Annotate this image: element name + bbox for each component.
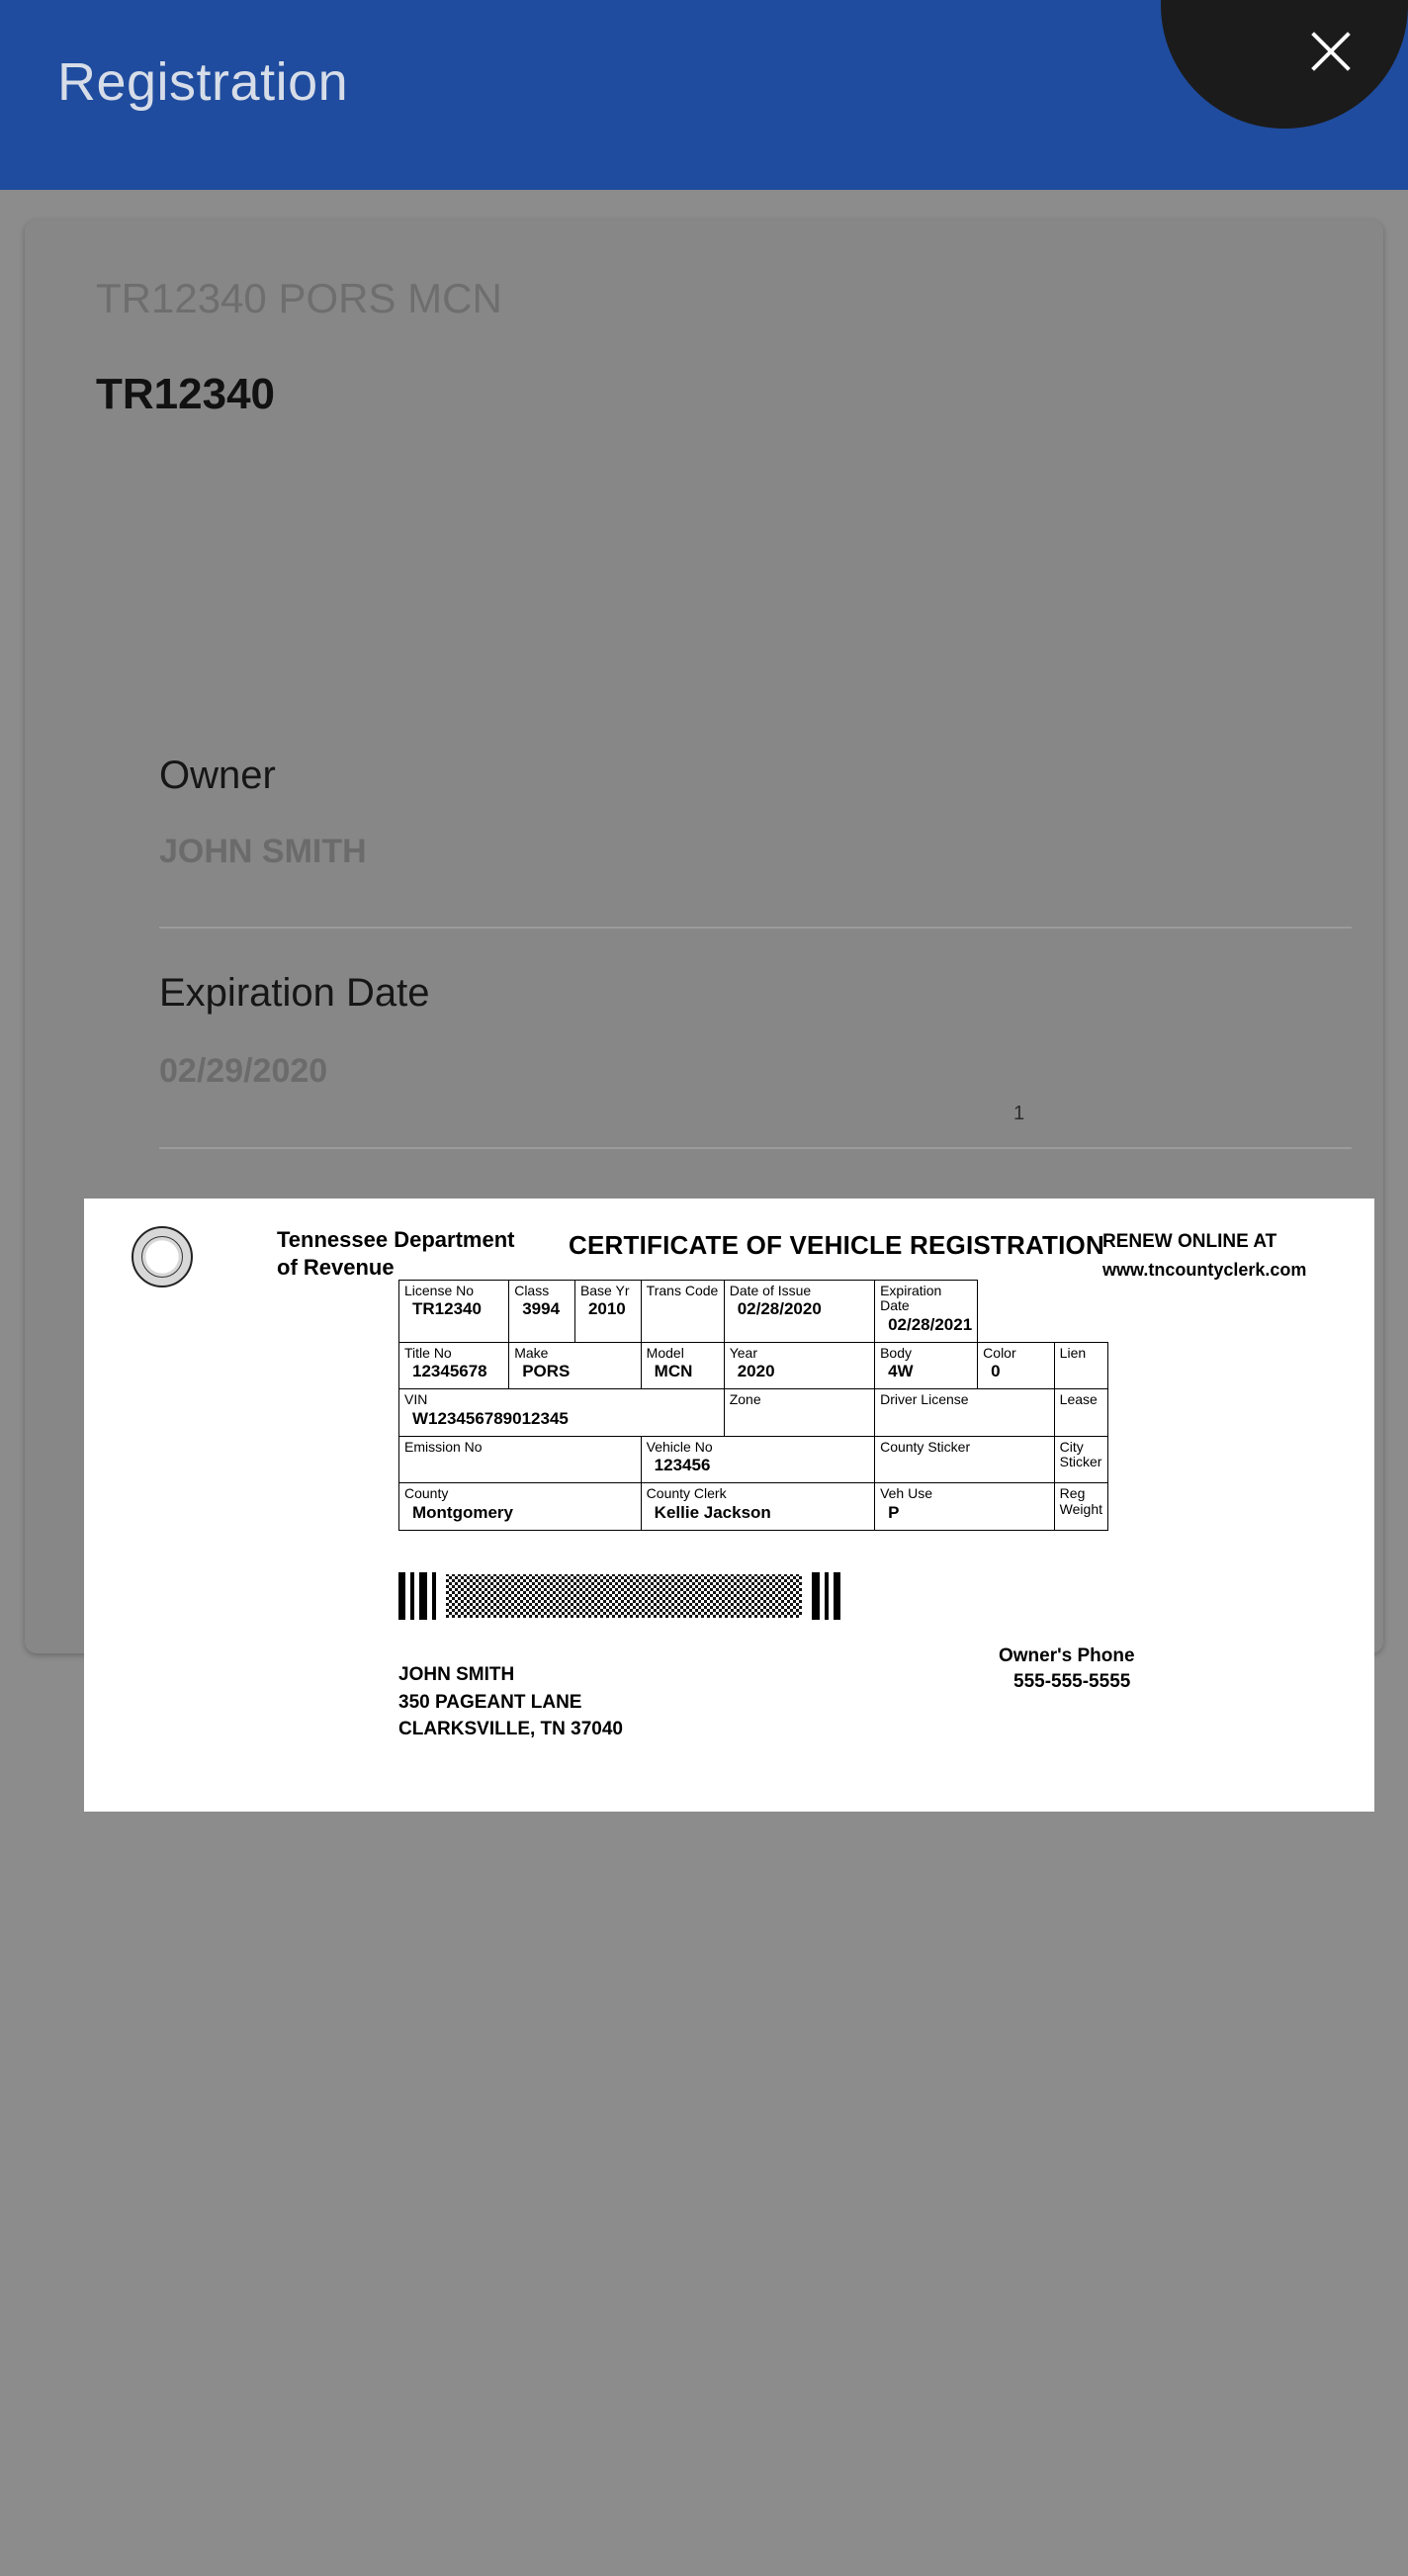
table-row xyxy=(399,1342,1108,1388)
cell-label: Body xyxy=(880,1344,912,1361)
cell-label: Zone xyxy=(729,1391,761,1408)
cell-label: Trans Code xyxy=(646,1283,719,1298)
cell-value: 2020 xyxy=(737,1362,775,1381)
owner-phone-label: Owner's Phone xyxy=(999,1645,1135,1666)
cell-label: VIN xyxy=(404,1391,428,1408)
card-title: TR12340 xyxy=(96,370,276,418)
page-title: Registration xyxy=(57,52,349,112)
close-button-backdrop xyxy=(1161,0,1408,129)
cell-label: County xyxy=(404,1485,449,1502)
barcode-2d-icon xyxy=(398,1572,853,1620)
cell-license-no xyxy=(399,1281,509,1343)
cell-county-clerk xyxy=(641,1483,874,1530)
cell-label: Color xyxy=(983,1344,1016,1361)
cell-label: Year xyxy=(729,1344,757,1361)
cell-value: P xyxy=(888,1502,900,1522)
cell-county-sticker xyxy=(875,1436,1055,1482)
page-number: 1 xyxy=(1013,1103,1025,1124)
owner-address-block xyxy=(398,1661,623,1743)
cell-color xyxy=(978,1342,1055,1388)
certificate-field-table xyxy=(398,1280,1108,1531)
cell-lien xyxy=(1054,1342,1107,1388)
cell-label: License No xyxy=(404,1283,475,1298)
cell-label: County Clerk xyxy=(646,1485,727,1502)
cell-label: Emission No xyxy=(404,1438,483,1455)
cell-title-no xyxy=(399,1342,509,1388)
cell-value: 02/28/2020 xyxy=(737,1299,822,1319)
expiration-date-value: 02/29/2020 xyxy=(159,1052,328,1090)
cell-label: Veh Use xyxy=(880,1485,933,1502)
card-subtitle: TR12340 PORS MCN xyxy=(96,275,502,321)
expiration-date-label: Expiration Date xyxy=(159,971,430,1015)
cell-emission-no xyxy=(399,1436,642,1482)
cell-label: Class xyxy=(514,1283,550,1298)
cell-label: Title No xyxy=(404,1344,452,1361)
cell-make xyxy=(509,1342,641,1388)
divider xyxy=(159,927,1352,929)
certificate-department: Tennessee Department of Revenue xyxy=(277,1227,515,1280)
cell-value: TR12340 xyxy=(412,1299,482,1319)
cell-label: Make xyxy=(514,1344,549,1361)
cell-label: Vehicle No xyxy=(646,1438,713,1455)
registration-card xyxy=(25,220,1383,1740)
certificate-heading: CERTIFICATE OF VEHICLE REGISTRATION xyxy=(569,1230,1104,1260)
cell-base-yr xyxy=(574,1281,641,1343)
owner-value: JOHN SMITH xyxy=(159,833,367,870)
cell-trans-code xyxy=(641,1281,724,1343)
renew-url: www.tncountyclerk.com xyxy=(1102,1259,1307,1280)
renew-line: RENEW ONLINE AT xyxy=(1102,1231,1277,1252)
cell-body xyxy=(875,1342,978,1388)
owner-name: JOHN SMITH xyxy=(398,1664,515,1685)
close-icon[interactable] xyxy=(1301,22,1361,81)
cell-zone xyxy=(724,1389,874,1436)
cell-value: Montgomery xyxy=(412,1502,513,1522)
cell-label: Lien xyxy=(1059,1344,1087,1361)
cell-value: 123456 xyxy=(654,1456,711,1475)
cell-model xyxy=(641,1342,724,1388)
cell-date-of-issue xyxy=(724,1281,874,1343)
cell-value: Kellie Jackson xyxy=(654,1502,771,1522)
table-row xyxy=(399,1436,1108,1482)
cell-value: MCN xyxy=(654,1362,693,1381)
owner-label: Owner xyxy=(159,754,276,797)
app-header xyxy=(0,0,1408,190)
cell-class xyxy=(509,1281,575,1343)
cell-driver-license xyxy=(875,1389,1055,1436)
cell-label: Reg Weight xyxy=(1059,1485,1102,1517)
cell-value: W123456789012345 xyxy=(412,1408,569,1428)
state-seal-icon xyxy=(132,1226,193,1288)
table-row xyxy=(399,1281,1108,1343)
cell-value: 0 xyxy=(991,1362,1001,1381)
cell-label: Model xyxy=(646,1344,684,1361)
cell-reg-weight xyxy=(1054,1483,1107,1530)
table-row xyxy=(399,1483,1108,1530)
cell-value: PORS xyxy=(522,1362,571,1381)
cell-value: 3994 xyxy=(522,1299,561,1319)
cell-label: Base Yr xyxy=(579,1283,630,1298)
cell-vehicle-no xyxy=(641,1436,874,1482)
owner-address-line-2: CLARKSVILLE, TN 37040 xyxy=(398,1719,623,1740)
cell-value: 2010 xyxy=(587,1299,626,1319)
cell-label: Date of Issue xyxy=(729,1283,812,1298)
cell-value: 4W xyxy=(888,1362,914,1381)
owner-phone-value: 555-555-5555 xyxy=(1013,1671,1131,1692)
cell-vin xyxy=(399,1389,725,1436)
cell-label: Driver License xyxy=(880,1391,969,1408)
divider xyxy=(159,1147,1352,1149)
owner-address-line-1: 350 PAGEANT LANE xyxy=(398,1691,582,1713)
cell-year xyxy=(724,1342,874,1388)
registration-certificate-image[interactable] xyxy=(84,1199,1374,1812)
table-row xyxy=(399,1389,1108,1436)
cell-lease xyxy=(1054,1389,1107,1436)
certificate-renew-note xyxy=(1102,1228,1306,1284)
cell-label: County Sticker xyxy=(880,1438,971,1455)
cell-expiration-date xyxy=(875,1281,978,1343)
cell-value: 12345678 xyxy=(412,1362,487,1381)
cell-county xyxy=(399,1483,642,1530)
cell-value: 02/28/2021 xyxy=(888,1314,973,1334)
cell-city-sticker xyxy=(1054,1436,1107,1482)
cell-label: City Sticker xyxy=(1059,1438,1102,1470)
cell-label: Expiration Date xyxy=(880,1283,942,1314)
cell-label: Lease xyxy=(1059,1391,1098,1408)
cell-veh-use xyxy=(875,1483,1055,1530)
